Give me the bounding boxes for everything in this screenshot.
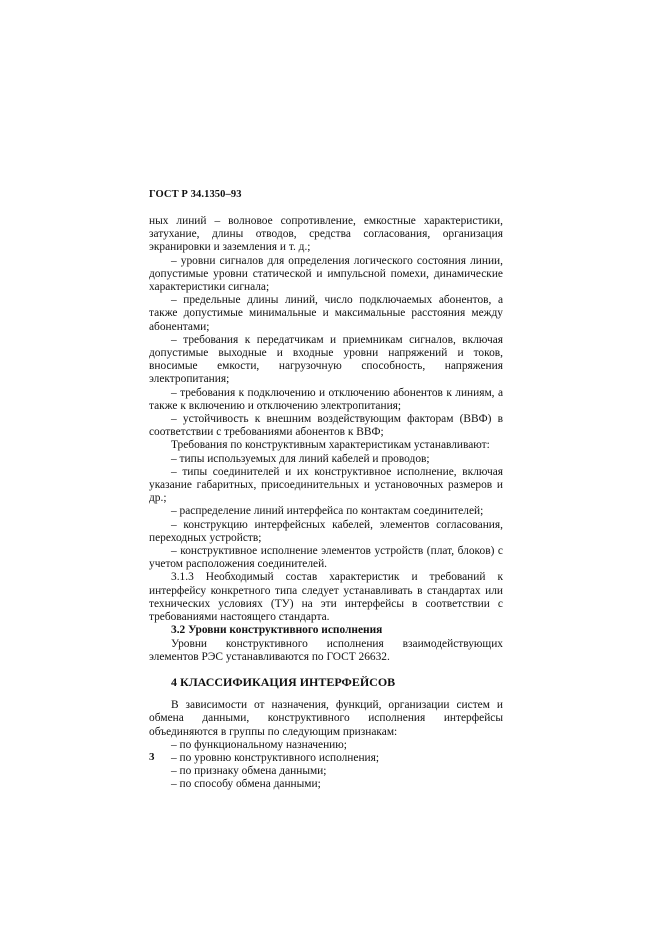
paragraph: Уровни конструктивного исполнения взаимодействующих элементов РЭС устанавливаются по ГОСТ 26632. — [149, 637, 503, 663]
subsection-heading: 3.2 Уровни конструктивного исполнения — [171, 624, 383, 637]
list-item: – по признаку обмена данными; — [171, 765, 327, 778]
document-code-header: ГОСТ Р 34.1350–93 — [149, 189, 242, 200]
paragraph: Требования по конструктивным характеристикам устанавливают: — [171, 439, 490, 452]
page-text — [149, 215, 503, 792]
list-item: – по функциональному назначению; — [171, 738, 347, 751]
list-item: – по способу обмена данными; — [171, 778, 321, 791]
page-number: 3 — [149, 751, 155, 763]
paragraph: – уровни сигналов для определения логического состояния линии, допустимые уровни статической и импульсной помехи, динамические характеристики сигнала; — [149, 254, 503, 294]
paragraph: – требования к передатчикам и приемникам сигналов, включая допустимые выходные и входные уровни напряжений и токов, вносимые емкости, нагрузочную способность, напряжения электропитания; — [149, 333, 503, 386]
paragraph: – распределение линий интерфейса по контактам соединителей; — [171, 505, 484, 518]
paragraph: – типы используемых для линий кабелей и проводов; — [171, 452, 430, 465]
paragraph: – предельные длины линий, число подключаемых абонентов, а также допустимые минимальные и максимальные расстояния между абонентами; — [149, 294, 503, 333]
list-item: – по уровню конструктивного исполнения; — [171, 751, 380, 764]
paragraph: – конструкцию интерфейсных кабелей, элементов согласования, переходных устройств; — [149, 518, 503, 544]
paragraph: – конструктивное исполнение элементов устройств (плат, блоков) с учетом расположения соединителей. — [149, 545, 503, 571]
section-heading: 4 КЛАССИФИКАЦИЯ ИНТЕРФЕЙСОВ — [171, 674, 396, 689]
paragraph: – типы соединителей и их конструктивное исполнение, включая указание габаритных, присоединительных и установочных размеров и др.; — [149, 465, 503, 505]
paragraph: – требования к подключению и отключению абонентов к линиям, а также к включению и отключению электропитания; — [149, 386, 503, 412]
paragraph: – устойчивость к внешним воздействующим факторам (ВВФ) в соответствии с требованиями абонентов к ВВФ; — [149, 413, 503, 439]
paragraph: В зависимости от назначения, функций, организации систем и обмена данными, конструктивного исполнения интерфейсы объединяются в группы по следующим признакам: — [149, 699, 503, 738]
paragraph: ных линий – волновое сопротивление, емкостные характеристики, затухание, длины отводов, средства согласования, организация экранировки и заземления и т. д.; — [149, 215, 503, 254]
paragraph: 3.1.3 Необходимый состав характеристик и требований к интерфейсу конкретного типа следует устанавливать в стандартах или технических условиях (ТУ) на эти интерфейсы в соответствии с требованиями настоящего стандарта. — [149, 571, 503, 624]
